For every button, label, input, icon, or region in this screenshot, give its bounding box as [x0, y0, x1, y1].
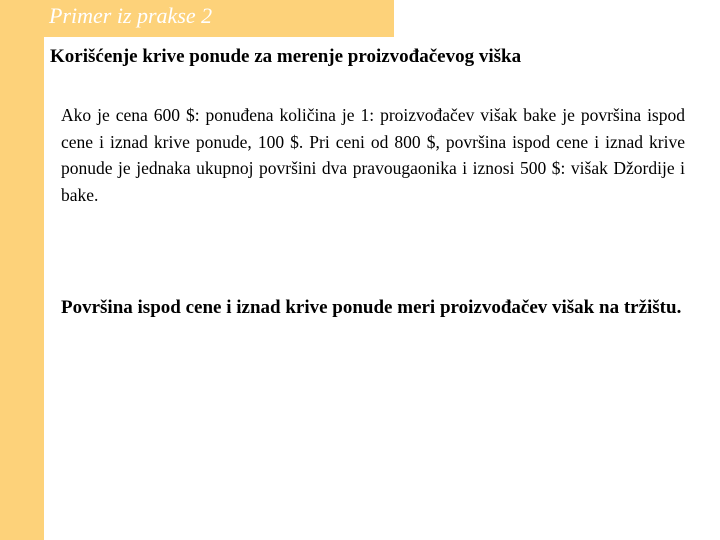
title-bar	[0, 0, 394, 37]
body-paragraph: Ako je cena 600 $: ponuđena količina je 1: proizvođačev višak bake je površina ispod cene i iznad krive ponude, 100 $. Pri ceni od 800 $, površina ispod cene i iznad krive ponude je jednaka ukupnoj površini dva pravougaonika i iznosi 500 $: višak Džordije i bake.	[61, 105, 685, 205]
slide-title: Primer iz prakse 2	[49, 3, 213, 28]
left-accent-bar	[0, 0, 44, 540]
slide-subtitle: Korišćenje krive ponude za merenje proizvođačevog viška	[50, 46, 522, 67]
conclusion-text: Površina ispod cene i iznad krive ponude meri proizvođačev višak na tržištu.	[61, 297, 682, 318]
